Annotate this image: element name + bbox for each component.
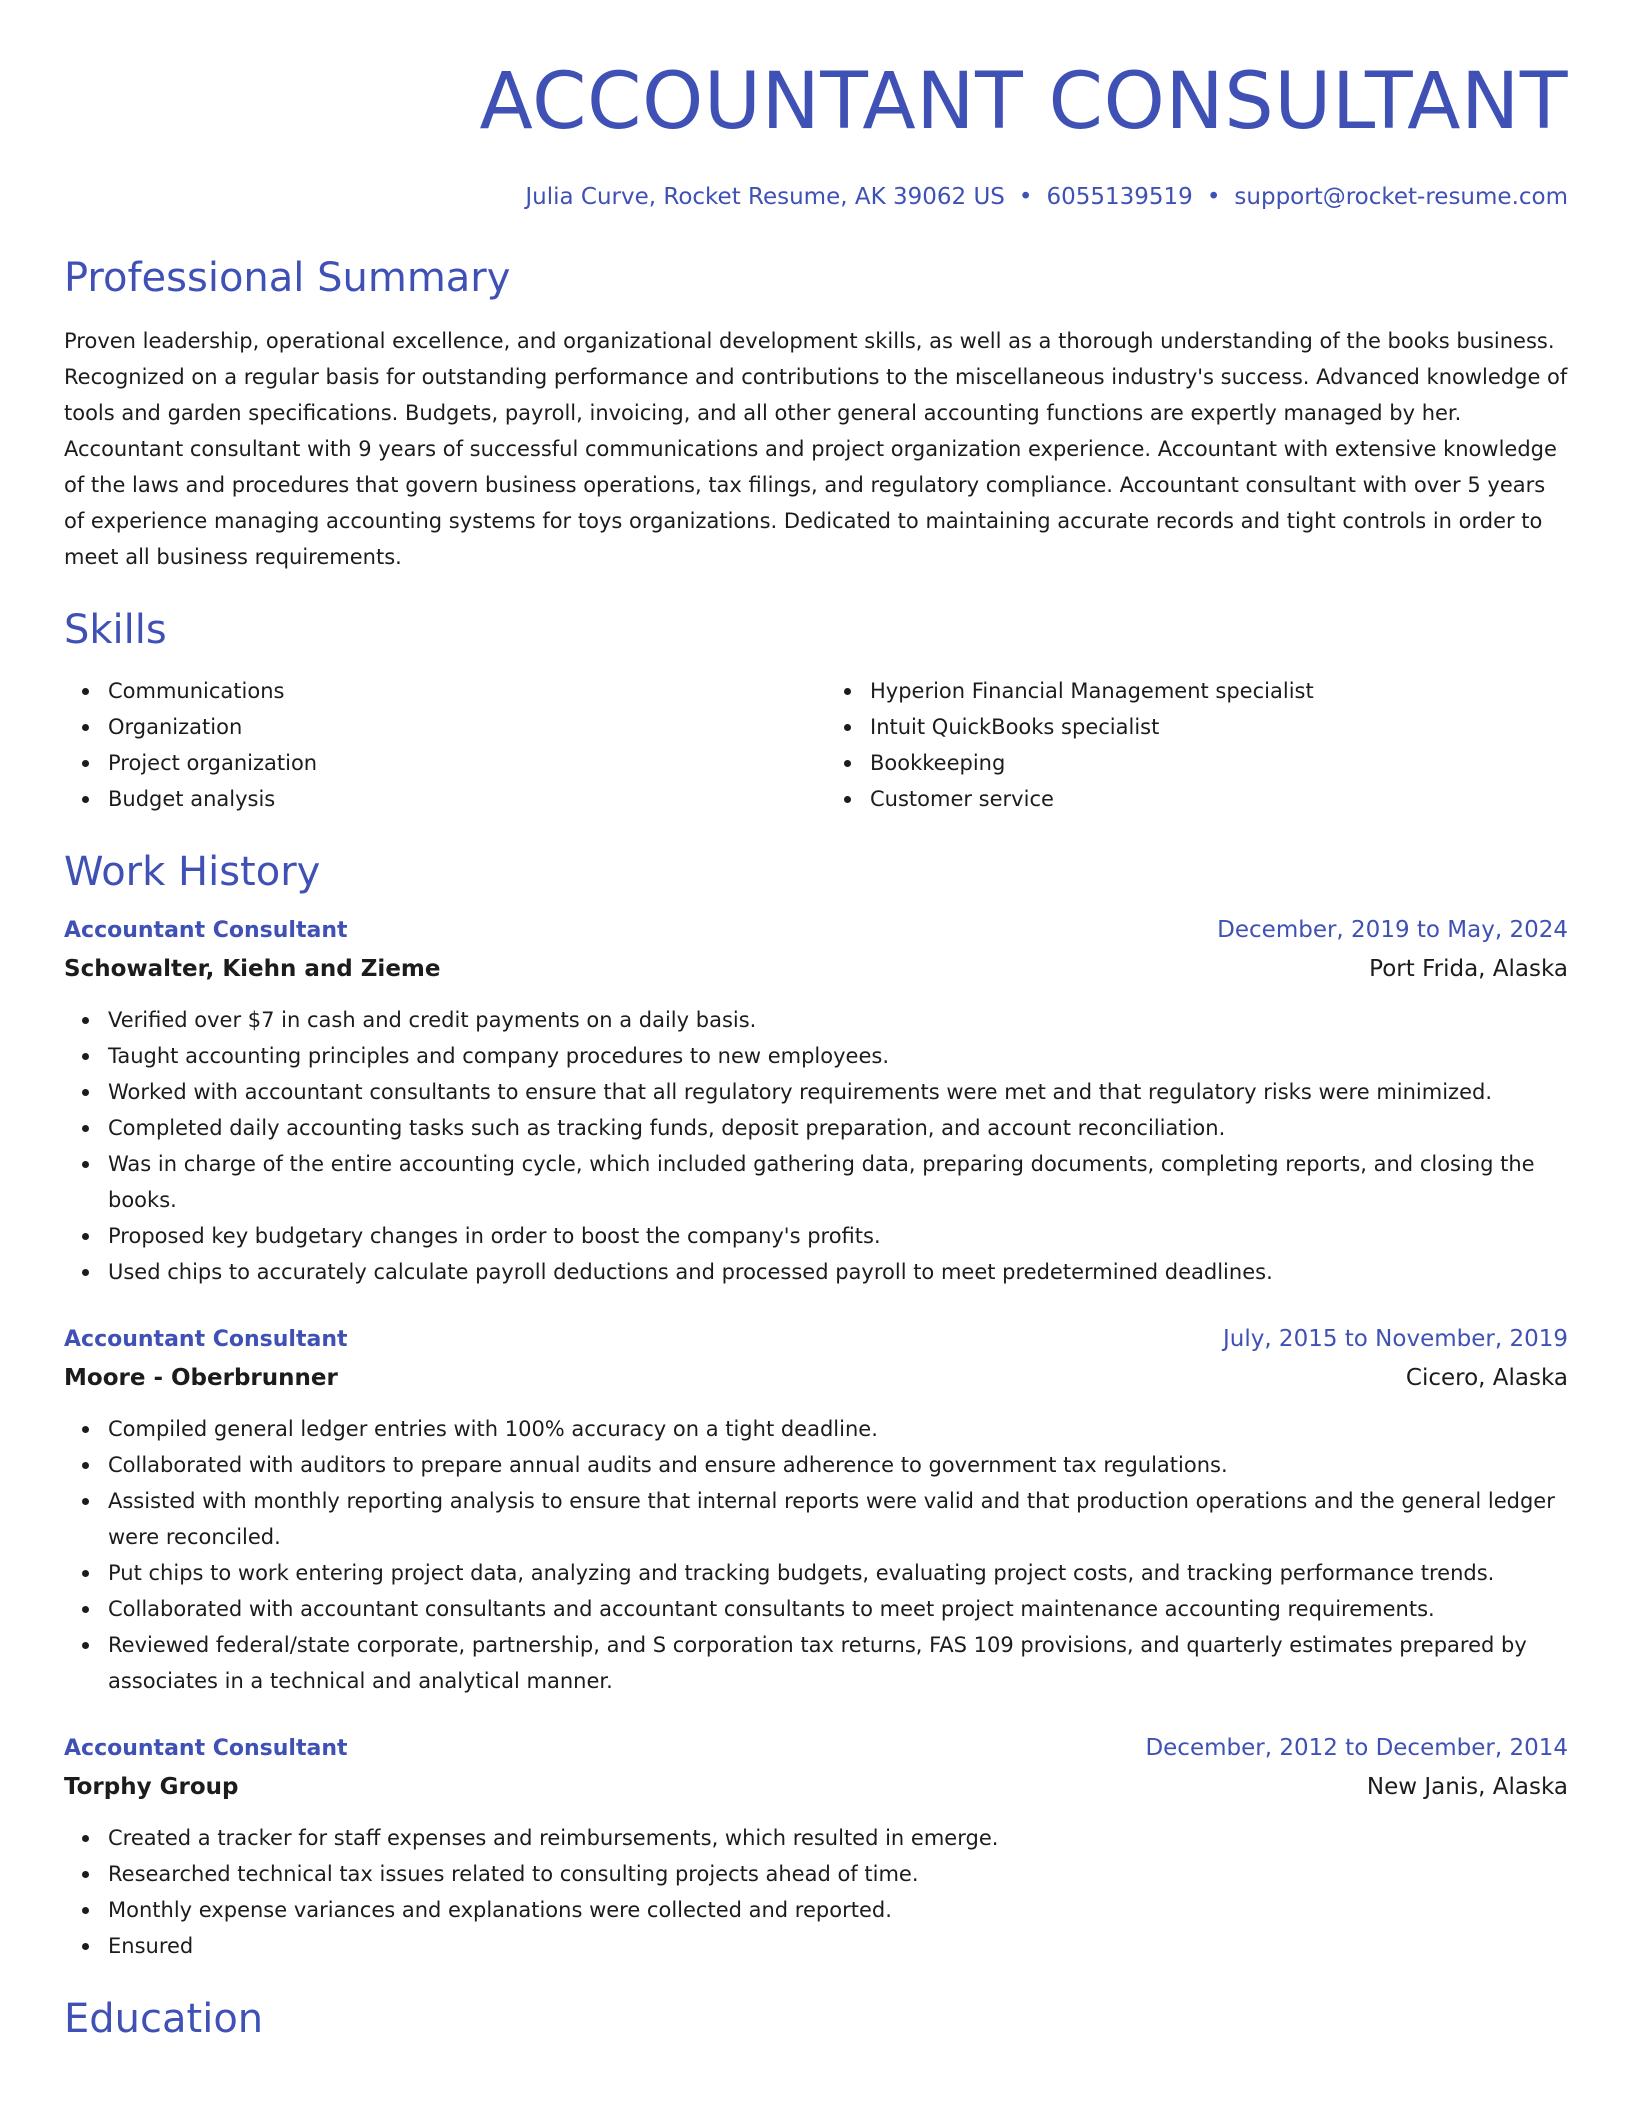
job-bullets — [64, 1820, 1568, 1964]
job-bullet: Completed daily accounting tasks such as tracking funds, deposit preparation, and account reconciliation. — [108, 1110, 1568, 1146]
job-bullet: Proposed key budgetary changes in order to boost the company's profits. — [108, 1218, 1568, 1254]
job-company-row — [64, 1359, 1568, 1397]
contact-separator: • — [1206, 184, 1221, 210]
skills-column-left — [64, 673, 806, 817]
job-company-row — [64, 950, 1568, 988]
job-dates: December, 2019 to May, 2024 — [1217, 917, 1568, 943]
skill-item: Project organization — [108, 745, 806, 781]
job-company-row — [64, 1768, 1568, 1806]
job-bullet: Reviewed federal/state corporate, partnership, and S corporation tax returns, FAS 109 provisions, and quarterly estimates prepared by associates in a technical and analytical manner. — [108, 1627, 1568, 1699]
job-title: Accountant Consultant — [64, 918, 348, 943]
work-history-heading: Work History — [64, 849, 321, 895]
job-bullet: Was in charge of the entire accounting cycle, which included gathering data, preparing documents, completing reports, and closing the books. — [108, 1146, 1568, 1218]
job-bullets — [64, 1002, 1568, 1290]
job-bullet: Researched technical tax issues related to consulting projects ahead of time. — [108, 1856, 1568, 1892]
job-location: New Janis, Alaska — [1366, 1774, 1568, 1800]
job-bullet: Verified over $7 in cash and credit payments on a daily basis. — [108, 1002, 1568, 1038]
resume-title: ACCOUNTANT CONSULTANT — [479, 57, 1568, 147]
education-heading: Education — [64, 1996, 264, 2042]
skill-item: Budget analysis — [108, 781, 806, 817]
job-bullet: Used chips to accurately calculate payroll deductions and processed payroll to meet predetermined deadlines. — [108, 1254, 1568, 1290]
skills-list — [64, 673, 1568, 817]
job-header — [64, 1320, 1568, 1359]
contact-line — [64, 182, 1568, 212]
job-header — [64, 1729, 1568, 1768]
skill-item: Bookkeeping — [870, 745, 1568, 781]
job-entry — [64, 1320, 1568, 1699]
contact-phone[interactable]: 6055139519 — [1046, 184, 1193, 210]
job-title: Accountant Consultant — [64, 1327, 348, 1352]
summary-text: Proven leadership, operational excellence, and organizational development skills, as well as a thorough understanding of the books business. Recognized on a regular basis for outstanding performance and contributions to the miscellaneous industry's success. Advanced knowledge of tools and garden specifications. Budgets, payroll, invoicing, and all other general accounting functions are expertly managed by her. Accountant consultant with 9 years of successful communications and project organization experience. Accountant with extensive knowledge of the laws and procedures that govern business operations, tax filings, and regulatory compliance. Accountant consultant with over 5 years of experience managing accounting systems for toys organizations. Dedicated to maintaining accurate records and tight controls in order to meet all business requirements. — [64, 329, 1568, 569]
job-company: Torphy Group — [64, 1774, 239, 1800]
job-bullet: Ensured — [108, 1928, 1568, 1964]
job-bullet: Put chips to work entering project data, analyzing and tracking budgets, evaluating project costs, and tracking performance trends. — [108, 1555, 1568, 1591]
job-bullet: Collaborated with accountant consultants and accountant consultants to meet project maintenance accounting requirements. — [108, 1591, 1568, 1627]
skill-item: Communications — [108, 673, 806, 709]
contact-address: Julia Curve, Rocket Resume, AK 39062 US — [525, 184, 1005, 210]
job-bullet: Monthly expense variances and explanations were collected and reported. — [108, 1892, 1568, 1928]
summary-heading: Professional Summary — [64, 255, 511, 301]
job-bullet: Compiled general ledger entries with 100% accuracy on a tight deadline. — [108, 1411, 1568, 1447]
job-bullet: Created a tracker for staff expenses and reimbursements, which resulted in emerge. — [108, 1820, 1568, 1856]
contact-separator: • — [1018, 184, 1033, 210]
job-bullet: Taught accounting principles and company procedures to new employees. — [108, 1038, 1568, 1074]
job-title: Accountant Consultant — [64, 1736, 348, 1761]
skill-item: Customer service — [870, 781, 1568, 817]
job-header — [64, 911, 1568, 950]
skill-item: Organization — [108, 709, 806, 745]
job-bullets — [64, 1411, 1568, 1699]
skill-item: Intuit QuickBooks specialist — [870, 709, 1568, 745]
resume-page — [64, 0, 1568, 2044]
job-location: Cicero, Alaska — [1405, 1365, 1568, 1391]
job-company: Schowalter, Kiehn and Zieme — [64, 956, 441, 982]
skills-heading: Skills — [64, 607, 167, 653]
job-location: Port Frida, Alaska — [1369, 956, 1568, 982]
job-dates: December, 2012 to December, 2014 — [1145, 1735, 1568, 1761]
job-bullet: Collaborated with auditors to prepare annual audits and ensure adherence to government tax regulations. — [108, 1447, 1568, 1483]
contact-email[interactable]: support@rocket-resume.com — [1234, 184, 1568, 210]
skills-column-right — [826, 673, 1568, 817]
job-bullet: Assisted with monthly reporting analysis to ensure that internal reports were valid and that production operations and the general ledger were reconciled. — [108, 1483, 1568, 1555]
job-entry — [64, 911, 1568, 1290]
job-bullet: Worked with accountant consultants to ensure that all regulatory requirements were met and that regulatory risks were minimized. — [108, 1074, 1568, 1110]
job-dates: July, 2015 to November, 2019 — [1222, 1326, 1568, 1352]
job-company: Moore - Oberbrunner — [64, 1365, 338, 1391]
skill-item: Hyperion Financial Management specialist — [870, 673, 1568, 709]
job-entry — [64, 1729, 1568, 1964]
